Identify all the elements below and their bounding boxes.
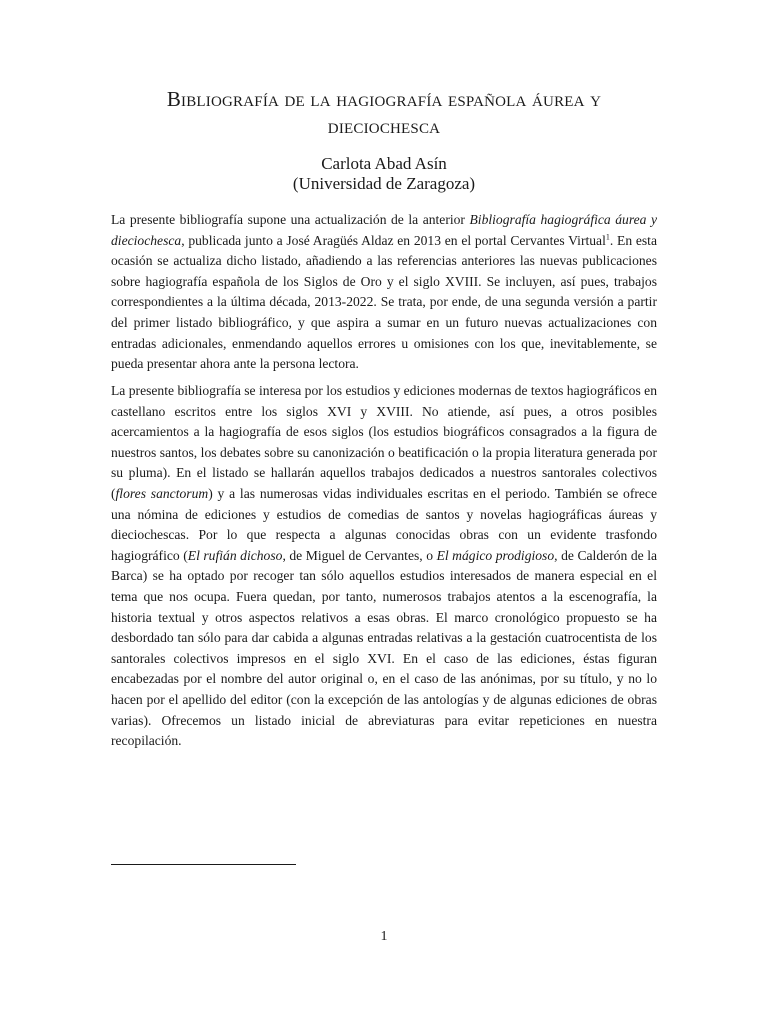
cited-work-title: Bibliografía hagiográfica áurea y dieciochesca bbox=[111, 212, 658, 248]
author-name: Carlota Abad Asín bbox=[321, 154, 447, 173]
paragraph-1-text-c: . En esta ocasión se actualiza dicho listado, añadiendo a las referencias anteriores las nuevas publicaciones sobre hagiografía española de los Siglos de Oro y el siglo XVIII. Se incluyen, así pues, trabajos correspondientes a la última década, 2013-2022. Se trata, por ende, de una segunda versión a partir del primer listado bibliográfico, y que aspira a sumar en un futuro nuevas actualizaciones con entradas adicionales, enmendando aquellos errores u omisiones con los que, inevitablemente, se pueda presentar ahora ante la persona lectora. bbox=[111, 232, 657, 372]
italic-term-flores: flores sanctorum bbox=[115, 485, 209, 501]
paragraph-2-text-c: , de Miguel de Cervantes, o bbox=[282, 547, 437, 563]
italic-title-rufian: El rufián dichoso bbox=[187, 547, 283, 563]
page-number: 1 bbox=[380, 929, 388, 944]
footnote-separator bbox=[111, 864, 296, 865]
author-affiliation: (Universidad de Zaragoza) bbox=[292, 174, 476, 193]
page-title bbox=[110, 86, 658, 140]
paragraph-2-text-a: La presente bibliografía se interesa por los estudios y ediciones modernas de textos hagiográficos en castellano escritos entre los siglos XVI y XVIII. No atiende, así pues, a otros posibles acercamientos a la hagiografía de esos siglos (los estudios biográficos consagrados a la figura de nuestros santos, los debates sobre su canonización o beatificación o la propia literatura generada por su pluma). En el listado se hallarán aquellos trabajos dedicados a nuestros santorales colectivos ( bbox=[111, 383, 657, 501]
paragraph-1-text-b: , publicada junto a José Aragüés Aldaz en 2013 en el portal Cervantes Virtual bbox=[181, 232, 606, 248]
paragraph-1-text-a: La presente bibliografía supone una actualización de la anterior bbox=[111, 212, 470, 227]
title-line-1: Bibliografía de la hagiografía española áurea y bbox=[166, 87, 602, 111]
italic-title-magico: El mágico prodigioso bbox=[436, 547, 555, 563]
intro-paragraph bbox=[111, 210, 657, 375]
paragraph-2-text-d: , de Calderón de la Barca) se ha optado por recoger tan sólo aquellos estudios interesados de manera especial en el tema que nos ocupa. Fuera quedan, por tanto, numerosos trabajos atentos a la escenografía, la historia textual y otros aspectos relativos a esas obras. El marco cronológico propuesto se ha desbordado tan sólo para dar cabida a algunas entradas relativas a la gestación cuatrocentista de los santorales colectivos impresos en el siglo XVI. En el caso de las ediciones, éstas figuran encabezadas por el nombre del autor original o, en el caso de las anónimas, por su título, y no lo hacen por el apellido del editor (con la excepción de las antologías y de algunas ediciones de obras varias). Ofrecemos un listado inicial de abreviaturas para evitar repeticiones en nuestra recopilación. bbox=[111, 547, 658, 749]
title-line-2: dieciochesca bbox=[327, 114, 441, 138]
scope-paragraph bbox=[111, 381, 657, 752]
footnote-reference[interactable]: 1 bbox=[605, 232, 610, 242]
paragraph-2-text-b: ) y a las numerosas vidas individuales escritas en el periodo. También se ofrece una nómina de ediciones y estudios de comedias de santos y novelas hagiográficas áureas y dieciochescas. Por lo que respecta a algunas conocidas obras con un evidente trasfondo hagiográfico ( bbox=[111, 485, 657, 563]
author-block bbox=[110, 154, 658, 194]
